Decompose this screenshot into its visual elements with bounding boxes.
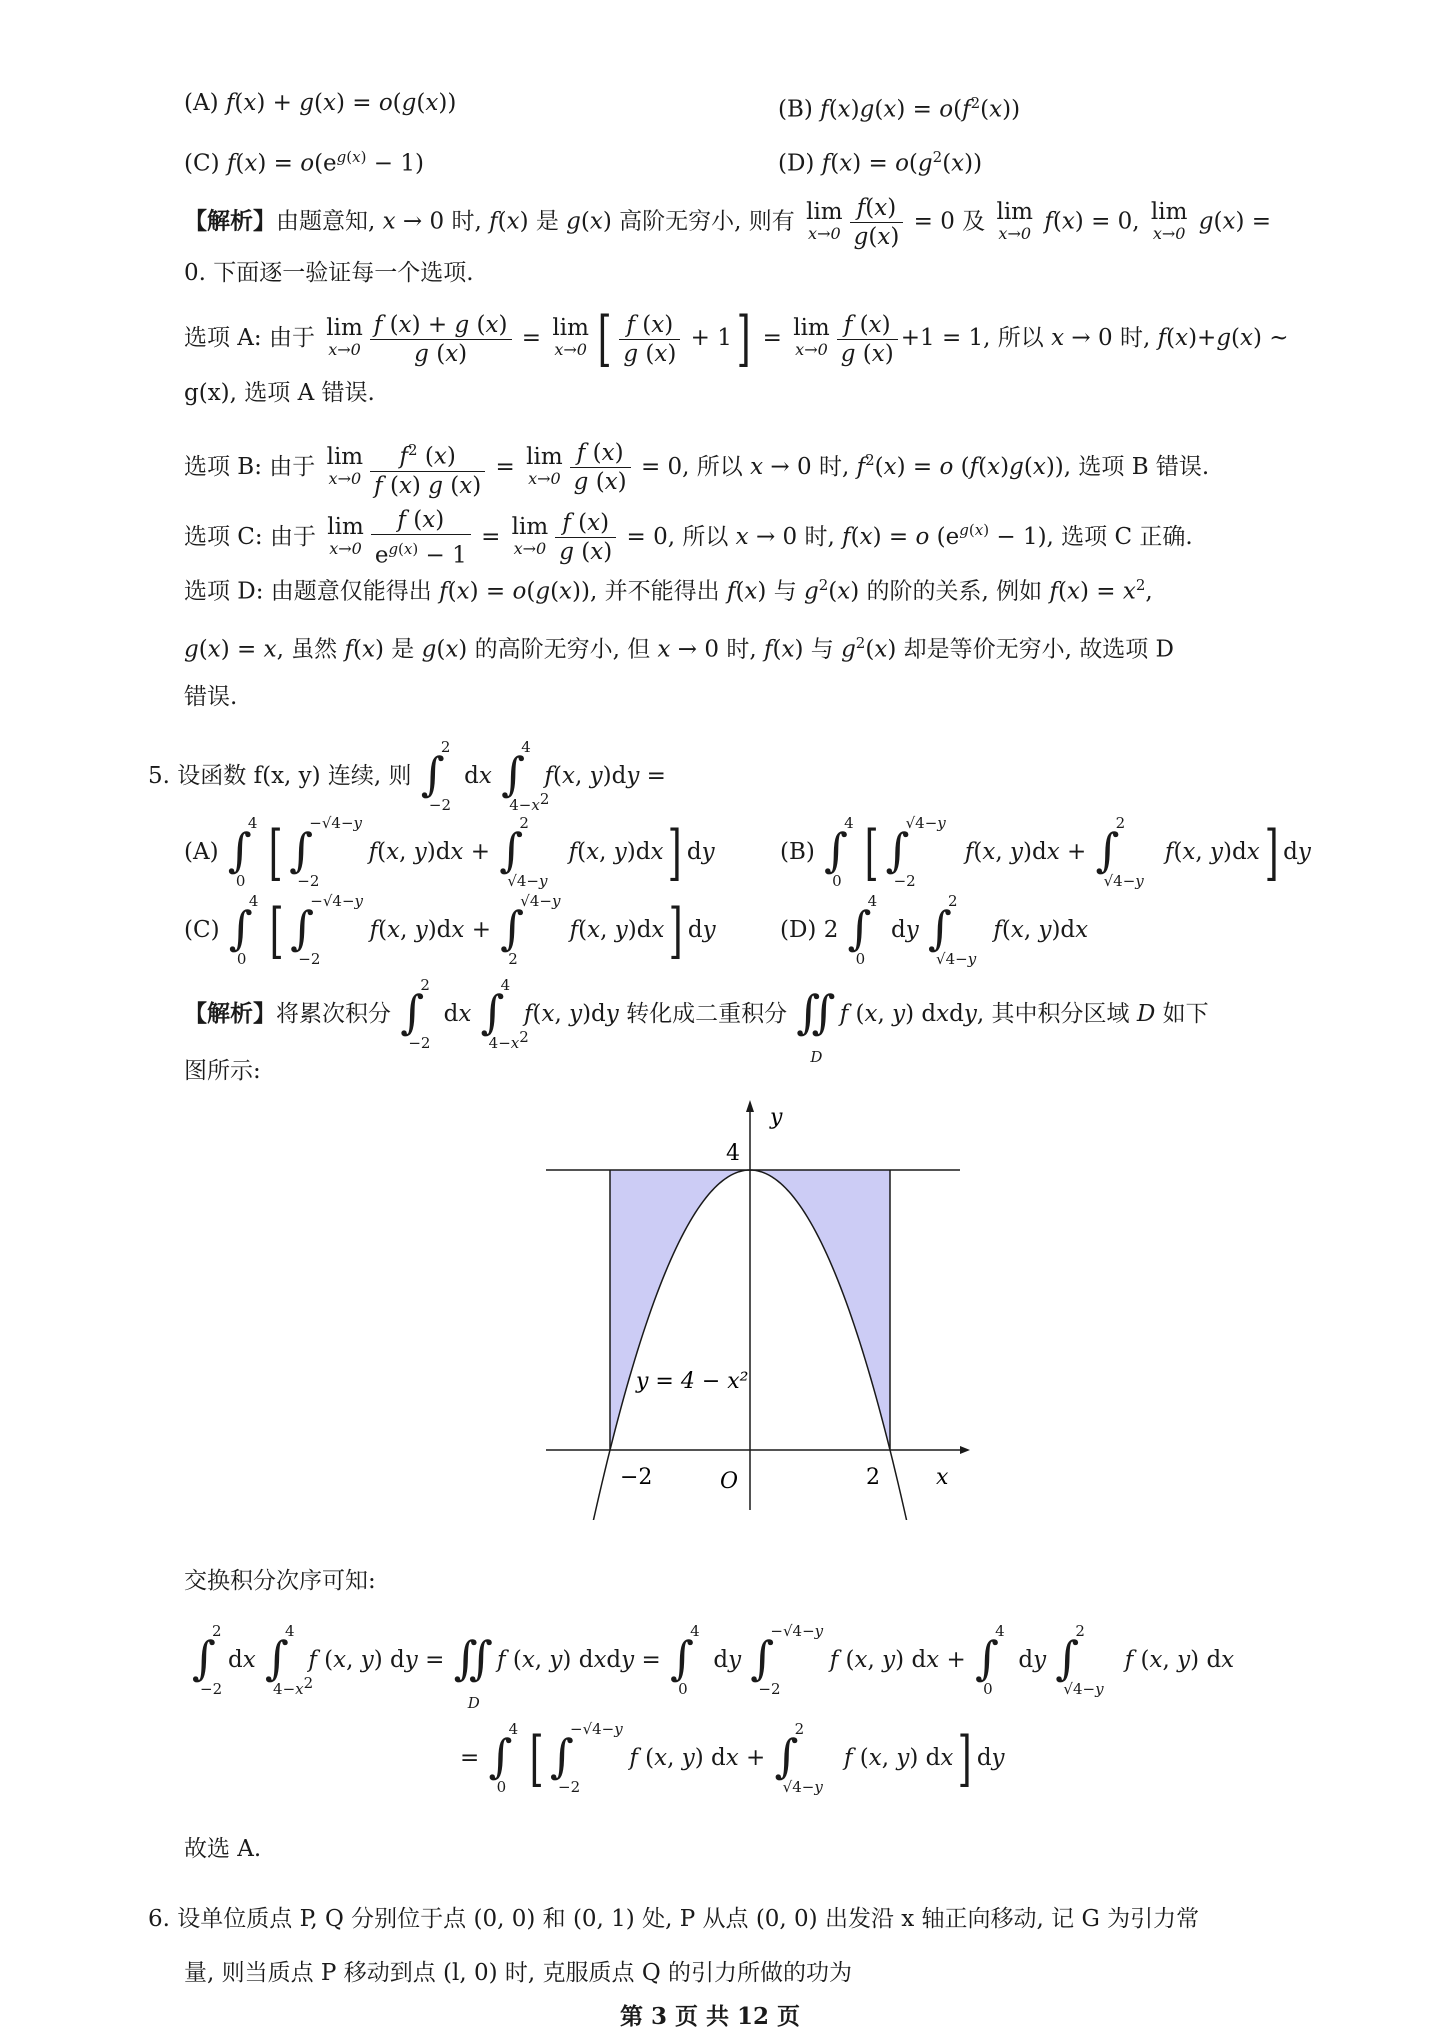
q6-line-2: 量, 则当质点 P 移动到点 (l, 0) 时, 克服质点 Q 的引力所做的功为 [184,1960,852,1986]
q4-solution-intro-2: 0. 下面逐一验证每一个选项. [184,260,474,286]
q4-option-c: (C) $f(x) = o(e^{g(x)} - 1)$ [184,148,424,177]
q4-solution-intro: 【解析】由题意知, x → 0 时, f(x) 是 g(x) 高阶无穷小, 则有 lim x→0 $\frac{f(x)}{g(x)}$ = 0 及 lim x→0 f(x) = 0, lim x→0 g(x) = [184,195,1272,250]
q5-stem: 5. 设函数 f(x, y) 连续, 则 ∫ 2 −2 dx ∫ 4 $4-x^2$ f(x, y)dy = [148,738,666,814]
equation-line-2: = ∫ 4 0 [ ∫ −√4−y −2 f (x, y) dx + ∫ 2 √4−y f (x, y) dx] dy [460,1720,1005,1796]
q5-option-c: (C) ∫ 4 0 [ ∫ −√4−y −2 f(x, y)dx + ∫ √4−y 2 f(x, y)dx] dy [184,892,716,968]
y-axis-arrow [746,1100,754,1112]
q4-solution-option-d: 选项 D: 由题意仅能得出 f(x) = o(g(x)), 并不能得出 f(x) 与 $g^2(x)$ 的阶的关系, 例如 $f(x) = x^2$, [184,576,1153,605]
x-axis-label: x [936,1465,949,1490]
q6-line-1 [148,1902,1199,1936]
x-axis-arrow [960,1446,970,1454]
q5-answer: 故选 A. [184,1836,262,1862]
q4-option-b: (B) $f(x)g(x) = o(f^2(x))$ [778,94,1021,123]
q5-option-d: (D) 2 ∫ 4 0 dy ∫ 2 √4−y f(x, y)dx [780,892,1089,968]
q4-option-a: (A) f(x) + g(x) = o(g(x)) [184,90,457,116]
q5-stem-prefix: 设函数 f(x, y) 连续, 则 [177,763,412,789]
y-axis-label: y [770,1105,783,1130]
equation-line-1: ∫ 2 −2 dx ∫ 4 $4-x^2$ f (x, y) dy = ∬ D f (x, y) dxdy = ∫ 4 0 dy ∫ −√4−y −2 f (x, y) dx + ∫ 4 0 dy ∫ 2 √4−y f (x, y) dx [192,1622,1235,1712]
origin-label: O [720,1469,739,1494]
curve-label: y = 4 − x² [636,1369,749,1394]
q5-number: 5. [148,763,170,789]
q6-number: 6. [148,1906,170,1932]
y-tick-4: 4 [726,1141,740,1166]
q5-solution-2: 图所示: [184,1058,261,1084]
q5-option-b: (B) ∫ 4 0 [ ∫ √4−y −2 f(x, y)dx + ∫ 2 √4−y f(x, y)dx] dy [780,814,1311,890]
q5-option-a: (A) ∫ 4 0 [ ∫ −√4−y −2 f(x, y)dx + ∫ 2 √4−y f(x, y)dx] dy [184,814,715,890]
integration-region-figure [540,1100,970,1520]
q4-solution-option-d-2: g(x) = x, 虽然 f(x) 是 g(x) 的高阶无穷小, 但 x → 0 时, f(x) 与 $g^2(x)$ 却是等价无穷小, 故选项 D [184,634,1174,663]
q6-line-1-text: 设单位质点 P, Q 分别位于点 (0, 0) 和 (0, 1) 处, P 从点 (0, 0) 出发沿 x 轴正向移动, 记 G 为引力常 [177,1906,1200,1932]
q4-solution-option-b: 选项 B: 由于 lim x→0 $\frac{f^2 (x)}{f (x) g (x)}$ = lim x→0 $\frac{f (x)}{g (x)}$ = 0, 所以 x → 0 时, $f^2(x) = o$ (f(x)g(x)), 选项 B 错误. [184,436,1209,500]
q4-solution-option-a-2: g(x), 选项 A 错误. [184,380,375,406]
q4-option-d: (D) $f(x) = o(g^2(x))$ [778,148,983,177]
x-tick-2: 2 [866,1465,880,1490]
exchange-text: 交换积分次序可知: [184,1568,376,1594]
q4-solution-option-d-3: 错误. [184,684,238,710]
page-footer: 第 3 页 共 12 页 [620,2003,801,2030]
x-tick-neg2: −2 [620,1465,653,1490]
q4-solution-option-a: 选项 A: 由于 lim x→0 $\frac{f (x) + g (x)}{g (x)}$ = lim x→0 [ $\frac{f (x)}{g (x)}$ + 1] = lim x→0 $\frac{f (x)}{g (x)}$ +1 = 1, 所以 x → 0 时, f(x)+g(x) ~ [184,304,1289,374]
q5-solution: 【解析】将累次积分 ∫ 2 −2 dx ∫ 4 $4-x^2$ f(x, y)dy 转化成二重积分 ∬ D f (x, y) dxdy, 其中积分区域 D 如下 [184,976,1209,1066]
q4-solution-option-c: 选项 C: 由于 lim x→0 $\frac{f (x)}{e^{g(x)} - 1}$ = lim x→0 $\frac{f (x)}{g (x)}$ = 0, 所以 x → 0 时, f(x) = o $(e^{g(x)} - 1)$, 选项 C 正确. [184,507,1193,569]
